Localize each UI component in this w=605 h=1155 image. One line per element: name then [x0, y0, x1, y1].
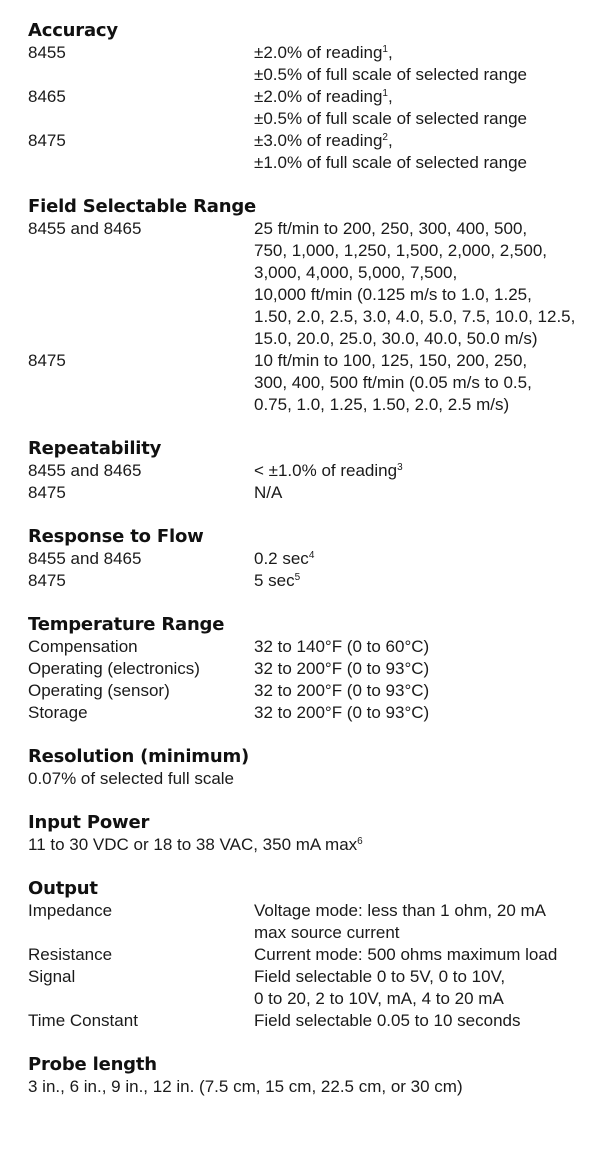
spec-value-text: 0.2 sec: [254, 549, 309, 568]
spec-value-punctuation: ,: [387, 87, 393, 106]
footnote-marker: 3: [397, 462, 403, 473]
spec-value-text: N/A: [254, 483, 283, 502]
spec-value-line: [254, 658, 577, 680]
spec-value-line: [254, 218, 577, 240]
spec-value-text: 15.0, 20.0, 25.0, 30.0, 40.0, 50.0 m/s): [254, 329, 538, 348]
spec-value-text: ±2.0% of reading: [254, 87, 383, 106]
footnote-marker: 5: [294, 572, 301, 583]
spec-label: Impedance: [28, 901, 113, 920]
spec-value-line: [254, 42, 577, 64]
spec-row: [28, 460, 577, 482]
footnote-marker: 1: [382, 44, 388, 55]
spec-value-text: 10,000 ft/min (0.125 m/s to 1.0, 1.25,: [254, 285, 532, 304]
spec-label: 8455 and 8465: [28, 219, 142, 238]
section-heading: Field Selectable Range: [28, 196, 257, 217]
spec-value-text: 3 in., 6 in., 9 in., 12 in. (7.5 cm, 15 cm, 22.5 cm, or 30 cm): [28, 1077, 463, 1096]
spec-values: [254, 658, 577, 680]
spec-row: [28, 482, 577, 504]
spec-value-text: 0.07% of selected full scale: [28, 769, 235, 788]
spec-value-text: ±0.5% of full scale of selected range: [254, 109, 527, 128]
section-heading: Output: [28, 878, 98, 899]
spec-value-text: 10 ft/min to 100, 125, 150, 200, 250,: [254, 351, 528, 370]
spec-row: [28, 86, 577, 130]
spec-label: 8475: [28, 131, 66, 150]
section-heading: Response to Flow: [28, 526, 204, 547]
spec-values: [254, 460, 577, 482]
section-heading: Temperature Range: [28, 614, 225, 635]
spec-values: [254, 702, 577, 724]
footnote-marker: 6: [357, 836, 363, 847]
spec-value-line: [254, 636, 577, 658]
spec-section-resolution-minimum: [28, 746, 577, 790]
spec-value-text: 11 to 30 VDC or 18 to 38 VAC, 350 mA max: [28, 835, 358, 854]
section-heading: Resolution (minimum): [28, 746, 250, 767]
spec-value-line: [254, 108, 577, 130]
spec-values: [254, 900, 577, 944]
spec-value-line: [254, 900, 577, 922]
spec-label: Signal: [28, 967, 76, 986]
spec-value-line: [254, 328, 577, 350]
spec-value-line: [254, 372, 577, 394]
spec-row: [28, 680, 577, 702]
spec-value-line: [254, 548, 577, 570]
spec-row: [28, 658, 577, 680]
spec-value-text: 0.75, 1.0, 1.25, 1.50, 2.0, 2.5 m/s): [254, 395, 510, 414]
spec-value-text: 3,000, 4,000, 5,000, 7,500,: [254, 263, 458, 282]
spec-label: 8465: [28, 87, 66, 106]
spec-value-line: [254, 306, 577, 328]
section-heading: Accuracy: [28, 20, 118, 41]
spec-label: Resistance: [28, 945, 113, 964]
spec-value-line: [254, 394, 577, 416]
spec-label: 8455 and 8465: [28, 549, 142, 568]
spec-values: [254, 636, 577, 658]
spec-value-line: [254, 284, 577, 306]
spec-value-punctuation: ,: [387, 131, 393, 150]
spec-row: [28, 130, 577, 174]
spec-values: [254, 86, 577, 130]
spec-label: 8475: [28, 351, 66, 370]
spec-value-line: [254, 988, 577, 1010]
spec-value-text: ±1.0% of full scale of selected range: [254, 153, 527, 172]
spec-label: Storage: [28, 703, 88, 722]
spec-label: 8455: [28, 43, 66, 62]
spec-values: [254, 944, 577, 966]
spec-value-line: [254, 944, 577, 966]
spec-value-line: [254, 64, 577, 86]
spec-value-text: 0 to 20, 2 to 10V, mA, 4 to 20 mA: [254, 989, 504, 1008]
spec-value-text: ±2.0% of reading: [254, 43, 383, 62]
spec-row: [28, 548, 577, 570]
spec-value-line: [254, 262, 577, 284]
spec-row: [28, 218, 577, 350]
spec-values: [254, 966, 577, 1010]
spec-label: Compensation: [28, 637, 138, 656]
spec-value-line: [254, 702, 577, 724]
section-heading: Repeatability: [28, 438, 162, 459]
spec-value-text: Voltage mode: less than 1 ohm, 20 mA: [254, 901, 547, 920]
spec-value-line: [254, 350, 577, 372]
footnote-marker: 1: [382, 88, 388, 99]
spec-row: [28, 1010, 577, 1032]
spec-value-text: 750, 1,000, 1,250, 1,500, 2,000, 2,500,: [254, 241, 548, 260]
spec-value-text: max source current: [254, 923, 400, 942]
spec-section-response-to-flow: [28, 526, 577, 592]
spec-row: [28, 944, 577, 966]
spec-value-text: Field selectable 0.05 to 10 seconds: [254, 1011, 521, 1030]
spec-section-input-power: [28, 812, 577, 856]
spec-row: [28, 900, 577, 944]
spec-value-line: [254, 966, 577, 988]
spec-value-text: 300, 400, 500 ft/min (0.05 m/s to 0.5,: [254, 373, 532, 392]
spec-row: [28, 636, 577, 658]
section-heading: Probe length: [28, 1054, 157, 1075]
spec-value-text: Current mode: 500 ohms maximum load: [254, 945, 558, 964]
spec-value-line: [254, 460, 577, 482]
spec-values: [254, 482, 577, 504]
spec-value-line: [254, 482, 577, 504]
spec-row: [28, 702, 577, 724]
spec-values: [254, 42, 577, 86]
spec-row: [28, 570, 577, 592]
footnote-marker: 2: [382, 132, 388, 143]
spec-section-accuracy: [28, 20, 577, 174]
spec-value-text: Field selectable 0 to 5V, 0 to 10V,: [254, 967, 506, 986]
spec-label: 8475: [28, 571, 66, 590]
spec-values: [254, 548, 577, 570]
spec-value-line: [28, 768, 577, 790]
spec-value-line: [254, 86, 577, 108]
spec-value-line: [254, 922, 577, 944]
spec-section-output: [28, 878, 577, 1032]
spec-values: [254, 1010, 577, 1032]
spec-values: [254, 218, 577, 350]
spec-label: Operating (sensor): [28, 681, 170, 700]
spec-value-line: [254, 680, 577, 702]
spec-value-text: 32 to 200°F (0 to 93°C): [254, 659, 430, 678]
spec-value-line: [254, 1010, 577, 1032]
spec-values: [254, 130, 577, 174]
section-heading: Input Power: [28, 812, 150, 833]
spec-value-text: 32 to 200°F (0 to 93°C): [254, 681, 430, 700]
spec-row: [28, 966, 577, 1010]
spec-value-line: [254, 130, 577, 152]
spec-values: [254, 350, 577, 416]
spec-section-probe-length: [28, 1054, 577, 1098]
spec-values: [254, 570, 577, 592]
spec-value-text: < ±1.0% of reading: [254, 461, 398, 480]
spec-value-line: [254, 152, 577, 174]
footnote-marker: 4: [308, 550, 315, 561]
spec-label: 8475: [28, 483, 66, 502]
spec-value-text: 32 to 200°F (0 to 93°C): [254, 703, 430, 722]
spec-value-punctuation: ,: [387, 43, 393, 62]
spec-value-line: [254, 240, 577, 262]
spec-value-line: [28, 1076, 577, 1098]
spec-value-line: [254, 570, 577, 592]
spec-value-text: 25 ft/min to 200, 250, 300, 400, 500,: [254, 219, 528, 238]
spec-values: [254, 680, 577, 702]
spec-row: [28, 42, 577, 86]
spec-label: Time Constant: [28, 1011, 138, 1030]
spec-label: Operating (electronics): [28, 659, 200, 678]
spec-section-repeatability: [28, 438, 577, 504]
spec-value-line: [28, 834, 577, 856]
spec-label: 8455 and 8465: [28, 461, 142, 480]
spec-value-text: 5 sec: [254, 571, 295, 590]
spec-value-text: ±3.0% of reading: [254, 131, 383, 150]
spec-section-temperature-range: [28, 614, 577, 724]
spec-value-text: 1.50, 2.0, 2.5, 3.0, 4.0, 5.0, 7.5, 10.0, 12.5,: [254, 307, 576, 326]
spec-value-text: 32 to 140°F (0 to 60°C): [254, 637, 430, 656]
spec-value-text: ±0.5% of full scale of selected range: [254, 65, 527, 84]
spec-section-field-selectable-range: [28, 196, 577, 416]
spec-row: [28, 350, 577, 416]
